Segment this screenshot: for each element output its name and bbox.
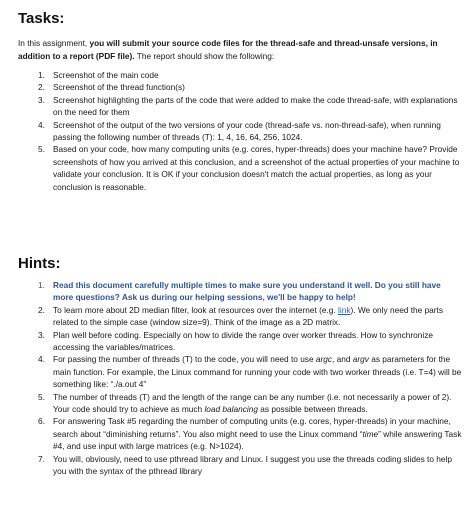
hint-text: ” while answering Task #4, and use input with large matrices (e.g. N>1024).	[53, 428, 462, 452]
task-number: 2.	[38, 82, 45, 93]
argv-term: argv	[352, 354, 369, 365]
hint-number: 6.	[38, 416, 45, 427]
task-text: Based on your code, how many computing units (e.g. cores, hyper-threads) does your machine have? Provide screenshots of how you arrived at this conclusion, and a screenshot of the actual properties of your machine to validate your conclusion. It is OK if your conclusion doesn't match the actual properties, as long as your conclusion is reasonable.	[53, 144, 460, 192]
time-term: time	[362, 428, 379, 439]
hint-number: 1.	[38, 280, 45, 290]
task-number: 5.	[38, 144, 45, 155]
task-item	[18, 81, 462, 93]
load-balancing-term: load balancing	[204, 404, 258, 415]
task-item	[18, 143, 462, 193]
task-item	[18, 94, 462, 119]
hint-number: 2.	[38, 304, 45, 315]
intro-text: In this assignment,	[18, 38, 90, 48]
intro-bold-text: you will submit your source code files for the thread-safe and thread-unsafe versions, in addition to a report (PDF file).	[18, 38, 438, 61]
hint-text: To learn more about 2D median filter, look at resources over the internet (e.g.	[53, 304, 339, 315]
hint-text: ). We only need the parts related to the simple case (window size=9). Think of the image as a 2D matrix.	[53, 304, 444, 328]
hint-text: For answering Task #5 regarding the number of computing units (e.g. cores, hyper-threads) in your machine, search about “diminishing returns”. You also might need to use the Linux command “	[53, 416, 451, 439]
hint-item	[18, 391, 462, 416]
hints-heading: Hints:	[18, 255, 61, 272]
hint-text: Read this document carefully multiple times to make sure you understand it well. Do you still have more questions? Ask us during our helping sessions, we'll be happy to help!	[53, 280, 441, 303]
tasks-intro	[18, 37, 458, 63]
hint-item	[18, 304, 462, 329]
hint-text: The number of threads (T) and the length of the range can be any number (i.e. not necessarily a power of 2). Your code should try to achieve as much	[53, 391, 452, 415]
task-number: 1.	[38, 70, 45, 80]
task-text: Screenshot of the main code	[53, 70, 159, 80]
hint-number: 5.	[38, 391, 45, 402]
tasks-heading: Tasks:	[18, 10, 65, 27]
task-number: 4.	[38, 119, 45, 130]
hint-item	[18, 453, 462, 478]
hint-text: You will, obviously, need to use pthread library and Linux. I suggest you use the threads coding slides to help you with the syntax of the pthread library	[53, 453, 452, 477]
hint-number: 4.	[38, 354, 45, 365]
hint-text: For passing the number of threads (T) to the code, you will need to use	[53, 354, 316, 365]
hint-item	[18, 415, 462, 452]
task-item	[18, 119, 462, 144]
hint-number: 7.	[38, 453, 45, 464]
task-text: Screenshot of the thread function(s)	[53, 82, 185, 93]
resource-link[interactable]: link	[338, 304, 351, 315]
hint-number: 3.	[38, 329, 45, 340]
hint-text: as possible between threads.	[257, 404, 368, 415]
tasks-list	[18, 69, 462, 193]
hint-item	[18, 329, 462, 354]
task-text: Screenshot highlighting the parts of the code that were added to make the code thread-safe, with explanations on the need for them	[53, 94, 458, 118]
hint-item-highlighted	[18, 279, 462, 304]
task-item	[18, 69, 462, 81]
intro-text-end: The report should show the following:	[134, 51, 275, 61]
hint-text: , and	[332, 354, 353, 365]
hint-text: Plan well before coding. Especially on how to divide the range over worker threads. How to synchronize accessing the variables/matrices.	[53, 329, 434, 353]
hints-list	[18, 279, 462, 478]
task-number: 3.	[38, 94, 45, 105]
task-text: Screenshot of the output of the two versions of your code (thread-safe vs. non-thread-safe), when running passing the following number of threads (T): 1, 4, 16, 64, 256, 1024.	[53, 119, 441, 143]
hint-item	[18, 353, 462, 390]
argc-term: argc	[315, 354, 333, 365]
hint-text: as parameters for the main function. For example, the Linux command for running your code with two worker threads (i.e. T=4) will be something like: “./a.out 4”	[53, 354, 462, 390]
